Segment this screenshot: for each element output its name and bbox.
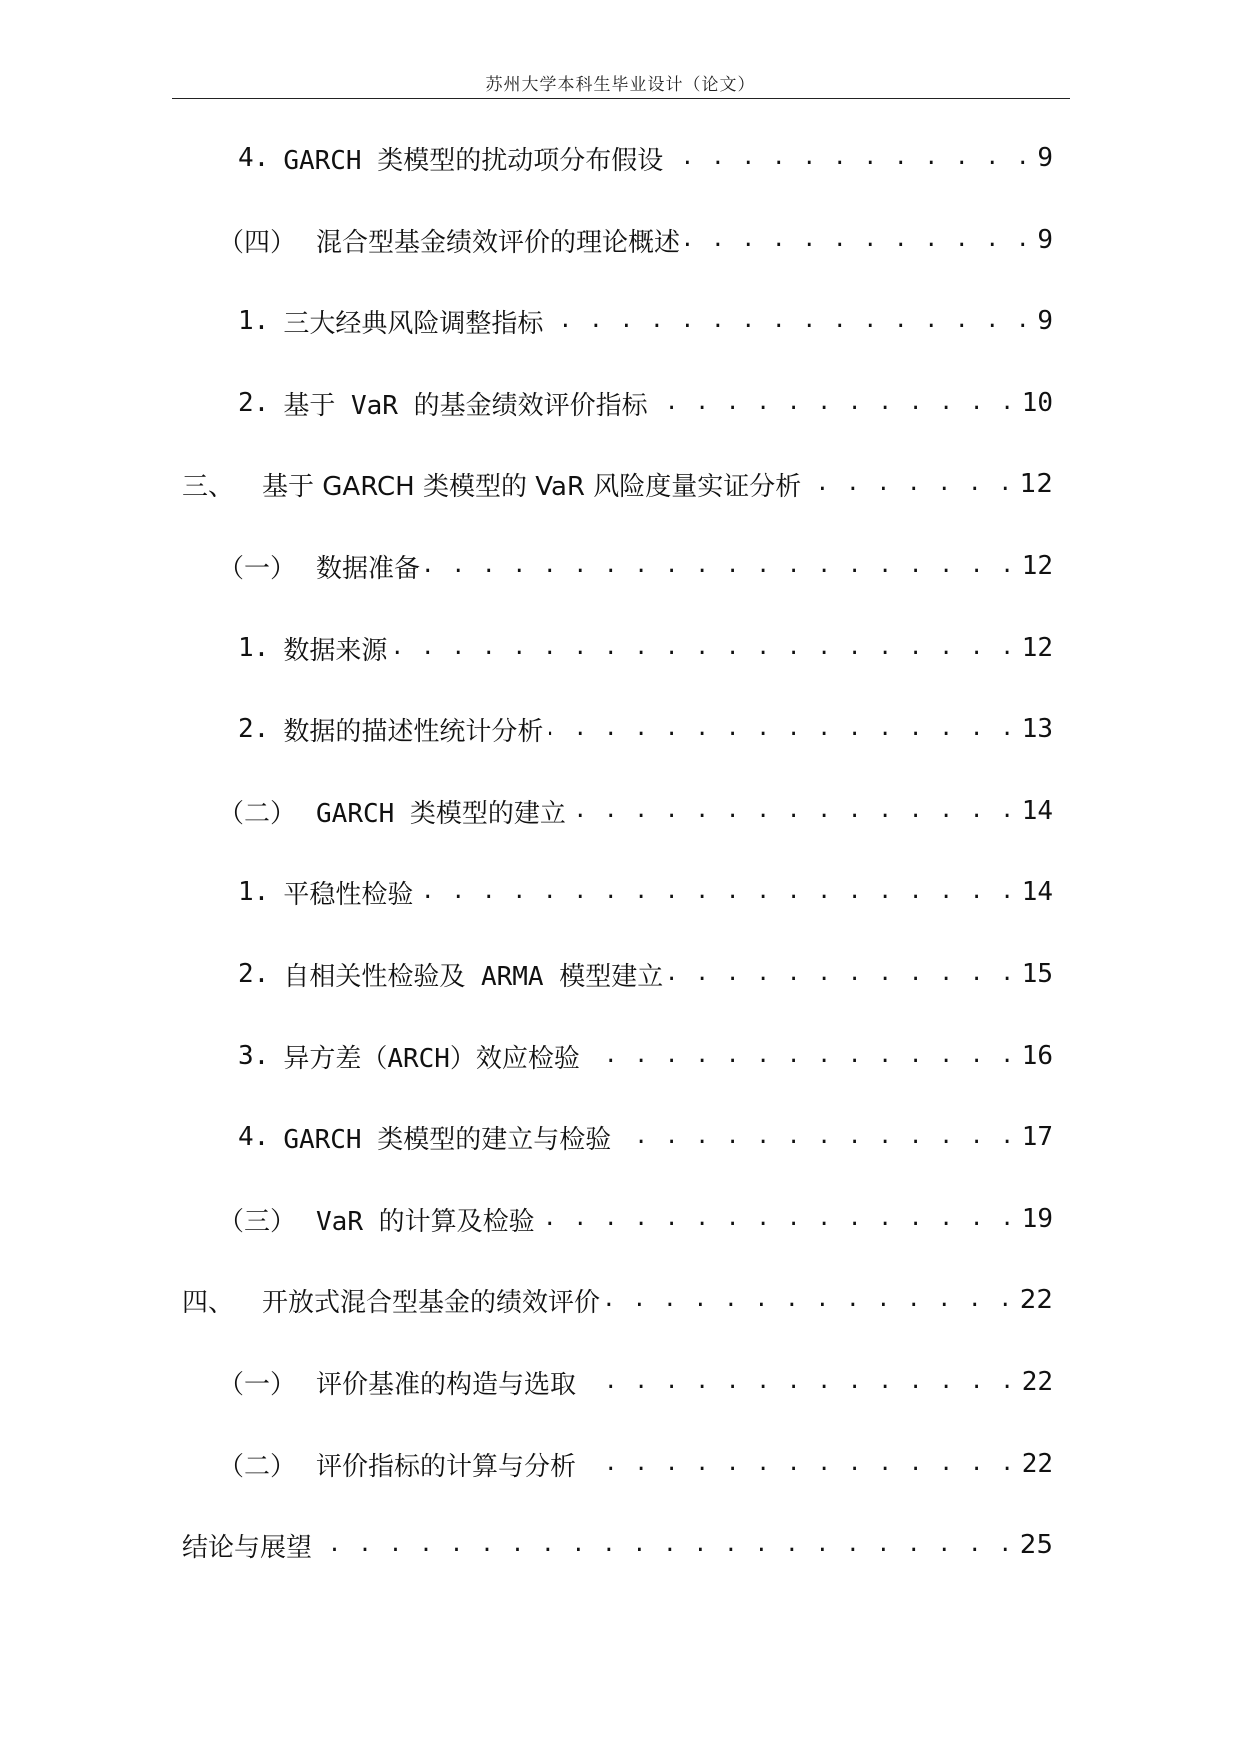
toc-dot-leader xyxy=(393,628,1015,668)
toc-entry-title: 异方差（ARCH）效应检验 xyxy=(283,1043,580,1074)
toc-entry-page-number: 12 xyxy=(1019,469,1053,499)
toc-entry-page-number: 14 xyxy=(1021,877,1053,907)
toc-entry-title: 自相关性检验及 ARMA 模型建立 xyxy=(283,961,664,992)
toc-dot-leader xyxy=(541,1199,1016,1239)
toc-entry[interactable] xyxy=(238,872,1053,912)
toc-entry-page-number: 9 xyxy=(1037,143,1053,173)
toc-entry-page-number: 16 xyxy=(1021,1041,1053,1071)
toc-entry[interactable] xyxy=(182,1525,1053,1565)
toc-entry-page-number: 22 xyxy=(1021,1449,1053,1479)
toc-dot-leader xyxy=(582,1362,1016,1402)
toc-entry[interactable] xyxy=(238,1036,1053,1076)
toc-entry-title: 三大经典风险调整指标 xyxy=(283,308,544,339)
toc-entry-page-number: 14 xyxy=(1021,796,1053,826)
toc-entry-number: 1. xyxy=(238,306,270,336)
toc-entry[interactable] xyxy=(238,383,1053,423)
toc-entry[interactable] xyxy=(218,1362,1053,1402)
header-divider xyxy=(172,98,1070,99)
toc-entry-page-number: 15 xyxy=(1021,959,1053,989)
toc-entry-page-number: 19 xyxy=(1021,1204,1053,1234)
toc-entry-page-number: 9 xyxy=(1037,225,1053,255)
toc-dot-leader xyxy=(669,138,1031,178)
toc-entry[interactable] xyxy=(238,954,1053,994)
toc-dot-leader xyxy=(419,872,1015,912)
toc-dot-leader xyxy=(318,1525,1014,1565)
toc-dot-leader xyxy=(549,301,1031,341)
toc-dot-leader xyxy=(586,1036,1016,1076)
toc-entry-page-number: 22 xyxy=(1021,1367,1053,1397)
toc-entry[interactable] xyxy=(218,546,1053,586)
toc-entry-number: （一） xyxy=(218,553,297,584)
toc-dot-leader xyxy=(549,709,1015,749)
toc-entry-title: VaR 的计算及检验 xyxy=(316,1206,535,1237)
toc-entry-title: 评价基准的构造与选取 xyxy=(316,1369,577,1400)
toc-entry-title: 开放式混合型基金的绩效评价 xyxy=(262,1287,601,1318)
toc-dot-leader xyxy=(582,1444,1016,1484)
toc-entry-page-number: 9 xyxy=(1037,306,1053,336)
toc-entry[interactable] xyxy=(218,1444,1053,1484)
toc-entry[interactable] xyxy=(238,138,1053,178)
toc-entry-title: 数据来源 xyxy=(283,635,388,666)
toc-entry-title: 混合型基金绩效评价的理论概述 xyxy=(316,227,681,258)
toc-dot-leader xyxy=(654,383,1016,423)
toc-entry-title: 结论与展望 xyxy=(182,1532,313,1563)
toc-entry-title: 数据的描述性统计分析 xyxy=(283,716,544,747)
toc-entry[interactable] xyxy=(238,301,1053,341)
toc-entry-title: GARCH 类模型的建立与检验 xyxy=(283,1124,612,1155)
toc-entry-number: 2. xyxy=(238,959,270,989)
toc-entry[interactable] xyxy=(218,791,1053,831)
toc-entry[interactable] xyxy=(182,464,1053,504)
toc-entry-number: 三、 xyxy=(182,471,235,502)
toc-entry-page-number: 10 xyxy=(1021,388,1053,418)
toc-dot-leader xyxy=(606,1280,1014,1320)
toc-entry-title: 基于 VaR 的基金绩效评价指标 xyxy=(283,390,648,421)
toc-dot-leader xyxy=(686,220,1031,260)
toc-entry-page-number: 12 xyxy=(1021,551,1053,581)
toc-entry-number: 3. xyxy=(238,1041,270,1071)
toc-entry-number: 4. xyxy=(238,143,270,173)
toc-entry-number: （三） xyxy=(218,1206,297,1237)
toc-entry-page-number: 17 xyxy=(1021,1122,1053,1152)
toc-entry-number: （四） xyxy=(218,227,297,258)
toc-entry-page-number: 22 xyxy=(1019,1285,1053,1315)
toc-entry-number: 4. xyxy=(238,1122,270,1152)
toc-dot-leader xyxy=(426,546,1016,586)
toc-entry-title: 数据准备 xyxy=(316,553,421,584)
toc-entry-number: （一） xyxy=(218,1369,297,1400)
toc-entry-number: （二） xyxy=(218,1451,297,1482)
toc-dot-leader xyxy=(807,464,1014,504)
toc-entry-title: GARCH 类模型的建立 xyxy=(316,798,566,829)
toc-entry-title: 基于 GARCH 类模型的 VaR 风险度量实证分析 xyxy=(262,471,802,502)
toc-entry-number: （二） xyxy=(218,798,297,829)
toc-entry[interactable] xyxy=(238,628,1053,668)
toc-dot-leader xyxy=(572,791,1016,831)
toc-entry-title: GARCH 类模型的扰动项分布假设 xyxy=(283,145,664,176)
toc-entry[interactable] xyxy=(182,1280,1053,1320)
toc-dot-leader xyxy=(669,954,1015,994)
toc-entry[interactable] xyxy=(238,1117,1053,1157)
toc-entry-number: 2. xyxy=(238,714,270,744)
toc-entry-title: 评价指标的计算与分析 xyxy=(316,1451,577,1482)
toc-entry-number: 1. xyxy=(238,877,270,907)
toc-entry[interactable] xyxy=(218,220,1053,260)
toc-entry-page-number: 25 xyxy=(1019,1530,1053,1560)
toc-dot-leader xyxy=(617,1117,1015,1157)
toc-entry-page-number: 12 xyxy=(1021,633,1053,663)
toc-entry-number: 1. xyxy=(238,633,270,663)
page-header-title: 苏州大学本科生毕业设计（论文） xyxy=(485,75,756,95)
toc-entry-number: 2. xyxy=(238,388,270,418)
toc-entry[interactable] xyxy=(238,709,1053,749)
toc-entry-page-number: 13 xyxy=(1021,714,1053,744)
toc-entry-number: 四、 xyxy=(182,1287,235,1318)
toc-entry[interactable] xyxy=(218,1199,1053,1239)
toc-entry-title: 平稳性检验 xyxy=(283,879,414,910)
